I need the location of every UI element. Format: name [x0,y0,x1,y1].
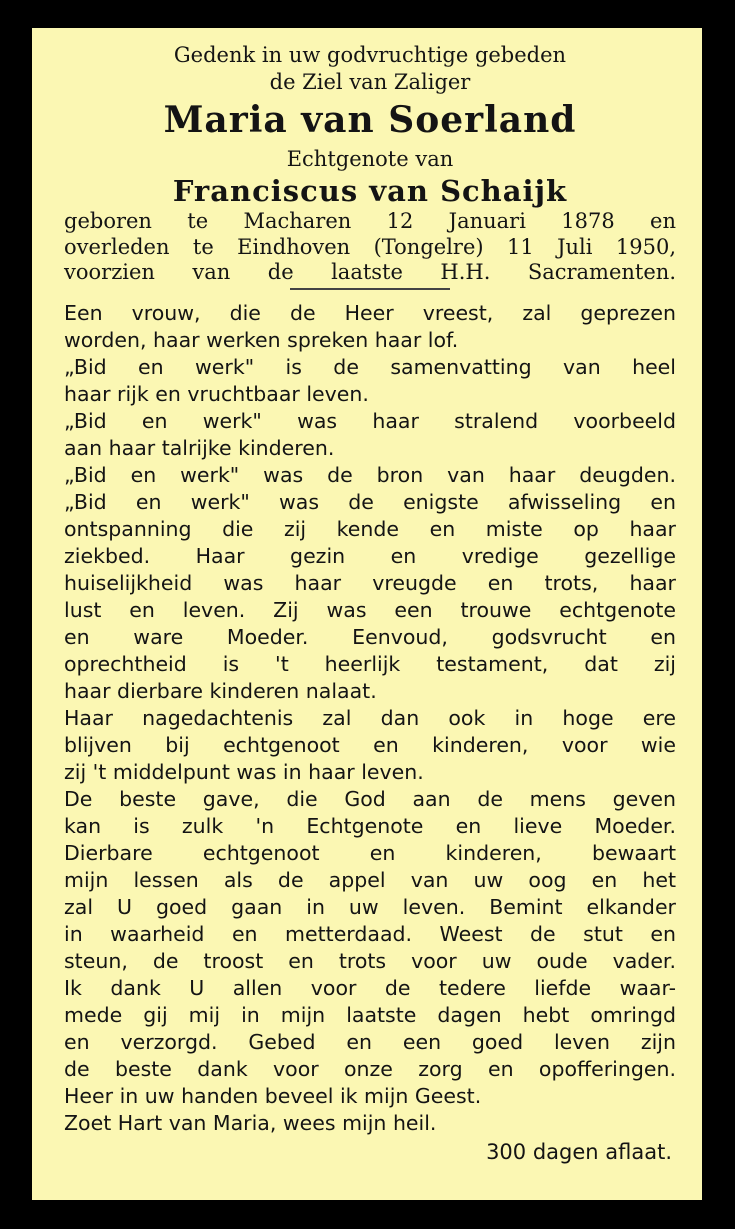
body-line: en ware Moeder. Eenvoud, godsvrucht en [64,624,676,649]
body-line: „Bid en werk" is de samenvatting van heel [64,354,676,379]
body-line: steun, de troost en trots voor uw oude vader. [64,948,676,973]
body-line: oprechtheid is 't heerlijk testament, dat zij [64,651,676,676]
spouse-intro: Echtgenote van [286,147,454,171]
body-line: blijven bij echtgenoot en kinderen, voor wie [64,732,676,757]
bio-line: overleden te Eindhoven (Tongelre) 11 Juli 1950, [64,234,676,259]
body-line: Heer in uw handen beveel ik mijn Geest. [64,1083,482,1108]
card-header [64,42,676,209]
bio-block [64,209,676,286]
body-line: ontspanning die zij kende en miste op haar [64,516,676,541]
body-line: zij 't middelpunt was in haar leven. [64,759,424,784]
body-line: Dierbare echtgenoot en kinderen, bewaart [64,840,676,865]
body-line: ziekbed. Haar gezin en vredige gezellige [64,543,676,568]
body-line: Haar nagedachtenis zal dan ook in hoge ere [64,705,676,730]
bio-line: geboren te Macharen 12 Januari 1878 en [64,209,676,233]
body-text [64,300,676,1137]
body-line: Een vrouw, die de Heer vreest, zal geprezen [64,300,676,325]
body-line: „Bid en werk" was haar stralend voorbeeld [64,408,676,433]
spouse-name: Franciscus van Schaijk [172,174,568,208]
body-line: Ik dank U allen voor de tedere liefde waar- [64,975,676,1000]
body-line: „Bid en werk" was de bron van haar deugden. [64,462,676,487]
indulgence-note: 300 dagen aflaat. [486,1139,672,1164]
body-line: mijn lessen als de appel van uw oog en het [64,867,676,892]
body-line: lust en leven. Zij was een trouwe echtgenote [64,597,676,622]
divider [290,288,450,290]
body-line: mede gij mij in mijn laatste dagen hebt omringd [64,1002,676,1027]
body-line: De beste gave, die God aan de mens geven [64,786,676,811]
body-line: haar dierbare kinderen nalaat. [64,678,377,703]
bio-line: voorzien van de laatste H.H. Sacramenten. [64,260,676,284]
memorial-card [32,28,702,1200]
prayer-request-line: Gedenk in uw godvruchtige gebeden [173,43,567,67]
body-line: en verzorgd. Gebed en een goed leven zijn [64,1029,676,1054]
body-line: Zoet Hart van Maria, wees mijn heil. [64,1110,437,1135]
body-line: haar rijk en vruchtbaar leven. [64,381,369,406]
body-line: aan haar talrijke kinderen. [64,435,335,460]
soul-of-line: de Ziel van Zaliger [269,70,471,94]
body-line: worden, haar werken spreken haar lof. [64,327,459,352]
body-line: in waarheid en metterdaad. Weest de stut en [64,921,676,946]
body-line: huiselijkheid was haar vreugde en trots, haar [64,570,676,595]
body-line: kan is zulk 'n Echtgenote en lieve Moeder. [64,813,676,838]
body-line: de beste dank voor onze zorg en opofferingen. [64,1056,676,1081]
body-line: „Bid en werk" was de enigste afwisseling en [64,489,676,514]
body-line: zal U goed gaan in uw leven. Bemint elkander [64,894,676,919]
deceased-name: Maria van Soerland [163,99,577,141]
